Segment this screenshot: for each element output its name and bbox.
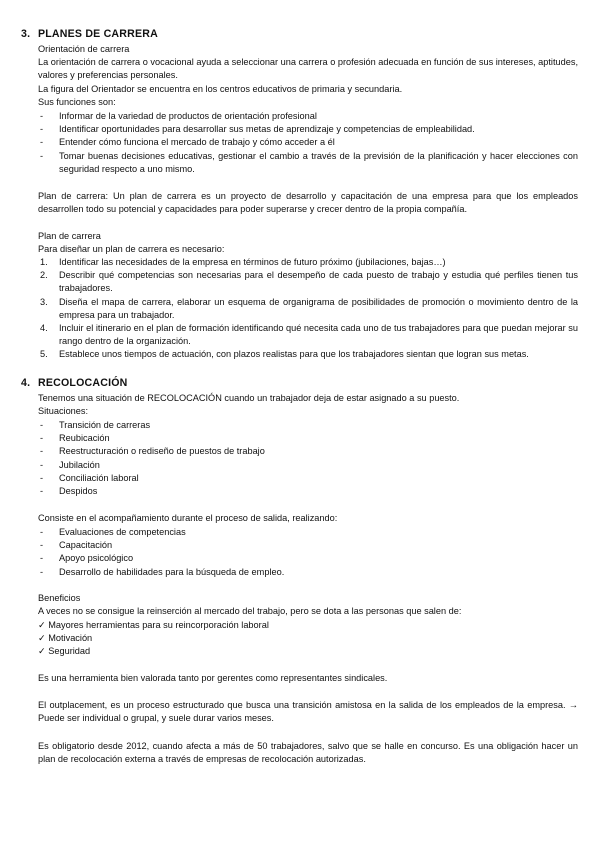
list-item: 1. Identificar las necesidades de la empresa en términos de futuro próximo (jubilaciones, bajas…) — [40, 257, 446, 267]
orientacion-paragraph: La orientación de carrera o vocacional ayuda a seleccionar una carrera o profesión adecuada en función de sus intereses, aptitudes, valores y preferencias personales. — [38, 57, 578, 81]
list-item: - Conciliación laboral — [40, 472, 139, 483]
list-item: - Jubilación — [40, 459, 100, 470]
list-item: 3. Diseña el mapa de carrera, elaborar un esquema de organigrama de posibilidades de promoción o movimiento dentro de la empresa para un trabajador. — [40, 296, 578, 320]
list-item: - Entender cómo funciona el mercado de trabajo y cómo acceder a él — [38, 136, 578, 149]
consiste-label: Consiste en el acompañamiento durante el proceso de salida, realizando: — [38, 513, 338, 523]
orientador-paragraph: La figura del Orientador se encuentra en los centros educativos de primaria y secundaria. — [38, 84, 403, 94]
plan-steps-list — [38, 256, 578, 362]
bullet-dash: - — [40, 124, 44, 135]
list-item: - Capacitación — [40, 540, 113, 551]
list-item: - Tomar buenas decisiones educativas, gestionar el cambio a través de la previsión de la planificación y hacer elecciones con seguridad respecto a uno mismo. — [40, 150, 578, 174]
section-4-number: 4. — [21, 377, 31, 389]
outplacement-paragraph: El outplacement, es un proceso estructurado que busca una transición amistosa en la salida de los empleados de la empresa. → Puede ser individual o grupal, y suele durar varios meses. — [38, 700, 578, 724]
recolocacion-intro: Tenemos una situación de RECOLOCACIÓN cuando un trabajador deja de estar asignado a su puesto. — [38, 393, 460, 403]
section-3-number: 3. — [21, 28, 31, 40]
list-item: - Informar de la variedad de productos de orientación profesional — [38, 110, 578, 123]
list-item: 5. Establece unos tiempos de actuación, con plazos realistas para que los trabajadores sientan que logran sus metas. — [40, 349, 529, 360]
list-item: - Reubicación — [40, 433, 110, 444]
list-item: ✓ Mayores herramientas para su reincorporación laboral — [38, 620, 269, 630]
funciones-label: Sus funciones son: — [38, 97, 116, 107]
situaciones-label: Situaciones: — [38, 406, 89, 416]
list-item: 4. Incluir el itinerario en el plan de formación identificando qué necesita cada uno de tus trabajadores para que puedan mejorar su rango dentro de la organización. — [40, 323, 578, 347]
valorada-paragraph: Es una herramienta bien valorada tanto por gerentes como representantes sindicales. — [38, 673, 388, 683]
list-item: ✓ Motivación — [38, 633, 93, 644]
list-item: - Reestructuración o rediseño de puestos de trabajo — [40, 446, 265, 457]
plan-intro: Para diseñar un plan de carrera es necesario: — [38, 244, 225, 254]
bullet-dash: - — [40, 150, 44, 161]
consiste-list — [38, 526, 578, 579]
list-item: ✓ Seguridad — [38, 646, 91, 657]
list-item: - Apoyo psicológico — [40, 553, 134, 564]
beneficios-subtitle: Beneficios — [38, 593, 81, 603]
situaciones-list — [38, 419, 578, 498]
list-item: - Desarrollo de habilidades para la búsqueda de empleo. — [40, 566, 285, 577]
orientacion-subtitle: Orientación de carrera — [38, 44, 130, 54]
list-item: - Despidos — [40, 486, 98, 497]
list-item: 2. Describir qué competencias son necesarias para el desempeño de cada puesto de trabajo y estudia qué perfiles tienen tus trabajadores. — [40, 270, 578, 294]
obligatorio-paragraph: Es obligatorio desde 2012, cuando afecta a más de 50 trabajadores, salvo que se halle en concurso. Es una obligación hacer un plan de recolocación externa a través de empresas de recolocación autorizadas. — [38, 741, 578, 765]
list-item: - Evaluaciones de competencias — [40, 527, 186, 537]
plan-subtitle: Plan de carrera — [38, 231, 101, 241]
bullet-dash: - — [40, 111, 44, 121]
beneficios-intro: A veces no se consigue la reinserción al mercado del trabajo, pero se dota a las personas que salen de: — [38, 606, 462, 616]
beneficios-list — [38, 619, 269, 659]
plan-definicion-paragraph: Plan de carrera: Un plan de carrera es un proyecto de desarrollo y capacitación de una empresa para que los empleados desarrollen todo su potencial y capacidades para poder superarse y crecer dentro de la propia compañía. — [38, 191, 578, 215]
list-item: - Identificar oportunidades para desarrollar sus metas de aprendizaje y competencias de empleabilidad. — [38, 123, 578, 136]
list-item: - Transición de carreras — [40, 420, 151, 430]
section-3-title: PLANES DE CARRERA — [38, 28, 158, 40]
funciones-list — [38, 110, 578, 176]
bullet-dash: - — [40, 137, 44, 148]
section-4-title: RECOLOCACIÓN — [38, 377, 128, 389]
